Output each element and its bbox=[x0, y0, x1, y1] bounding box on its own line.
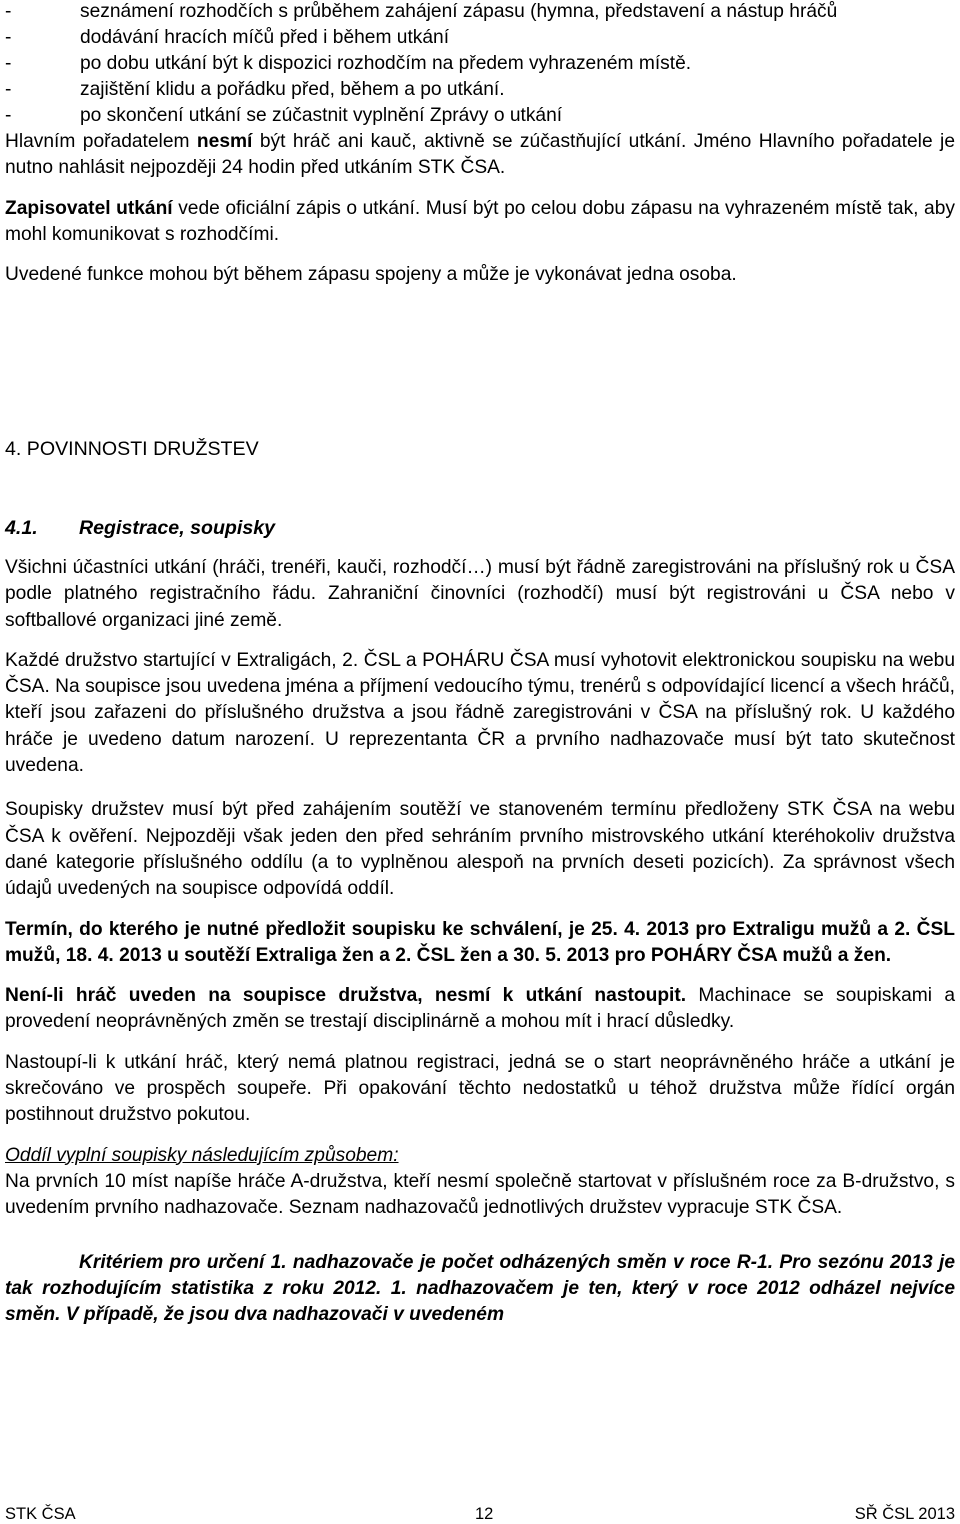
paragraph-submit: Soupisky družstev musí být před zahájením soutěží ve stanoveném termínu předloženy STK ČSA na webu ČSA k ověření. Nejpozději však jeden den před sehráním prvního mistrovského utkání kteréhokoliv družstva dané kategorie příslušného oddílu (a to vyplněnou alespoň na prvních deseti pozicích). Za správnost všech údajů uvedených na soupisce odpovídá oddíl. bbox=[5, 799, 955, 900]
paragraph-criterion: Kritériem pro určení 1. nadhazovače je počet odházených směn v roce R-1. Pro sezónu 2013 je tak rozhodujícím statistika z roku 2012. 1. nadhazovačem je ten, který v roce 2012 odházel nejvíce směn. V případě, že jsou dva nadhazovači v uvedeném bbox=[5, 1251, 955, 1326]
paragraph-fill: Na prvních 10 míst napíše hráče A-družstva, kteří nesmí společně startovat v příslušném roce za B-družstvo, s uvedením prvního nadhazovače. Seznam nadhazovačů jednotlivých družstev vypracuje STK ČSA. bbox=[5, 1170, 955, 1219]
bullet-dash: - bbox=[5, 27, 12, 48]
paragraph-deadline: Termín, do kterého je nutné předložit soupisku ke schválení, je 25. 4. 2013 pro Extraligu mužů a 2. ČSL mužů, 18. 4. 2013 u soutěží Extraliga žen a 2. ČSL žen a 30. 5. 2013 pro POHÁRY ČSA mužů a žen. bbox=[5, 918, 955, 966]
paragraph-functions: Uvedené funkce mohou být během zápasu spojeny a může je vykonávat jedna osoba. bbox=[5, 264, 737, 286]
document-page bbox=[5, 0, 955, 288]
footer-left: STK ČSA bbox=[5, 1505, 76, 1523]
list-item: - po skončení utkání se zúčastnit vyplnění Zprávy o utkání bbox=[5, 103, 955, 129]
footer-right: SŘ ČSL 2013 bbox=[854, 1505, 955, 1523]
paragraph-roster: Každé družstvo startující v Extraligách, 2. ČSL a POHÁRU ČSA musí vyhotovit elektronickou soupisku na webu ČSA. Na soupisce jsou uvedena jména a příjmení vedoucího týmu, trenérů s odpovídající licencí a všech hráčů, kteří jsou zařazeni do příslušného družstva a jsou řádně zaregistrováni v ČSA na příslušný rok. U každého hráče je uvedeno datum narození. U reprezentanta ČR a prvního nadhazovače musí být tato skutečnost uvedena. bbox=[5, 649, 955, 777]
paragraph-not-listed: Není-li hráč uveden na soupisce družstva, nesmí k utkání nastoupit. Machinace se soupiskami a provedení neoprávněných změn se trestají disciplinárně a mohou mít i hrací důsledky. bbox=[5, 985, 955, 1033]
section-body bbox=[5, 555, 955, 1328]
paragraph-fill-title: Oddíl vyplní soupisky následujícím způsobem: bbox=[5, 1144, 399, 1166]
list-item: - po dobu utkání být k dispozici rozhodčím na předem vyhrazeném místě. bbox=[5, 51, 955, 77]
paragraph-scorer: Zapisovatel utkání vede oficiální zápis o utkání. Musí být po celou dobu zápasu na vyhrazeném místě tak, aby mohl komunikovat s rozhodčími. bbox=[5, 197, 955, 245]
section-heading-4-1: 4.1. Registrace, soupisky bbox=[5, 517, 276, 539]
bullet-dash: - bbox=[5, 105, 12, 126]
section-heading-4: 4. POVINNOSTI DRUŽSTEV bbox=[5, 438, 259, 460]
page-number: 12 bbox=[475, 1505, 494, 1523]
paragraph-organizer: Hlavním pořadatelem nesmí být hráč ani kauč, aktivně se zúčastňující utkání. Jméno Hlavního pořadatele je nutno nahlásit nejpozději 24 hodin před utkáním STK ČSA. bbox=[5, 131, 955, 179]
list-item: - dodávání hracích míčů před i během utkání bbox=[5, 25, 955, 51]
list-item: - zajištění klidu a pořádku před, během a po utkání. bbox=[5, 77, 955, 103]
bullet-dash: - bbox=[5, 79, 12, 100]
paragraph-registration: Všichni účastníci utkání (hráči, trenéři, kauči, rozhodčí…) musí být řádně zaregistrováni na příslušný rok u ČSA podle platného registračního řádu. Zahraniční činovníci (rozhodčí) musí být registrováni u ČSA nebo v softballové organizaci jiné země. bbox=[5, 557, 955, 631]
duty-list bbox=[5, 0, 955, 129]
paragraph-unregistered: Nastoupí-li k utkání hráč, který nemá platnou registraci, jedná se o start neoprávněného hráče a utkání je skrečováno ve prospěch soupeře. Při opakování těchto nedostatků u téhož družstva může řídící orgán postihnout družstvo pokutou. bbox=[5, 1051, 955, 1126]
bullet-dash: - bbox=[5, 53, 12, 74]
list-item: - seznámení rozhodčích s průběhem zahájení zápasu (hymna, představení a nástup hráčů bbox=[5, 0, 955, 25]
bullet-dash: - bbox=[5, 1, 12, 22]
